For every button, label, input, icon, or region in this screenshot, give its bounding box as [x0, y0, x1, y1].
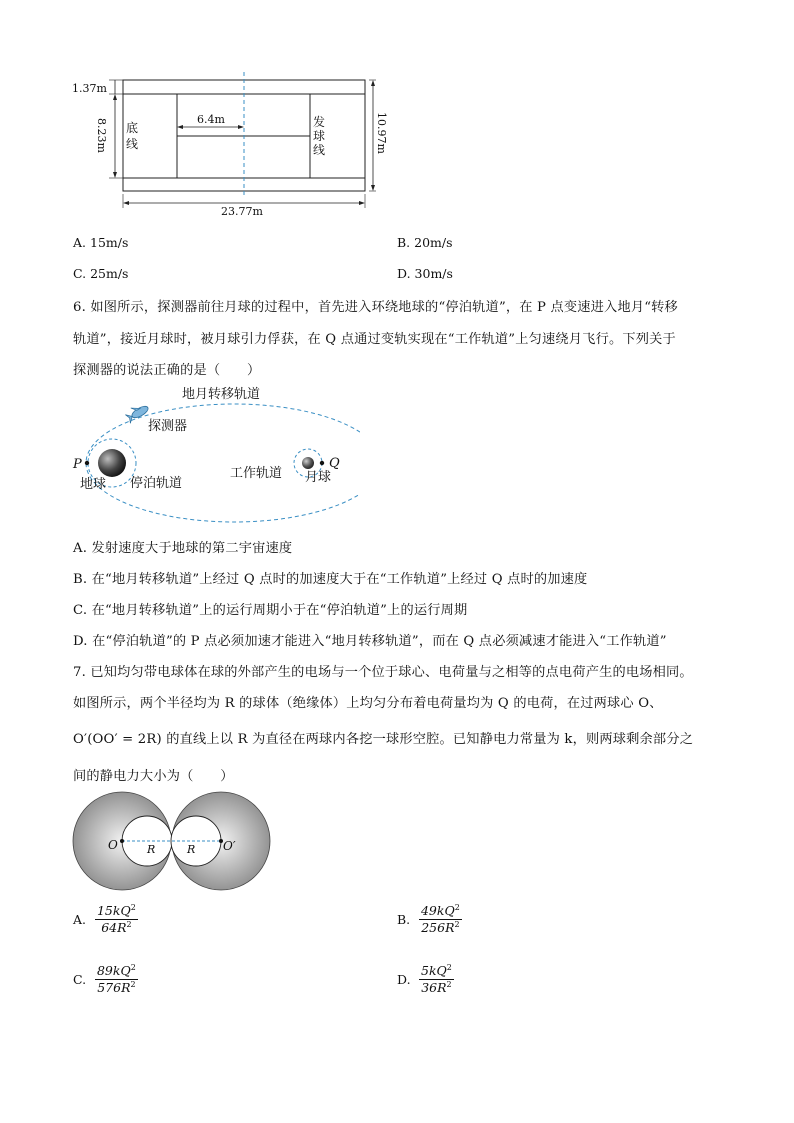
q6-option-a: A. 发射速度大于地球的第二宇宙速度: [73, 541, 293, 556]
service-label-2: 球: [313, 129, 326, 143]
q6-option-b: B. 在“地月转移轨道”上经过 Q 点时的加速度大于在“工作轨道”上经过 Q 点时的加速度: [73, 572, 588, 587]
service-label-3: 线: [313, 143, 326, 157]
dim-service: 6.4m: [197, 113, 225, 126]
probe-icon: [124, 401, 150, 424]
earth: [98, 449, 126, 477]
q6-stem-line-3: 探测器的说法正确的是（ ）: [73, 363, 261, 378]
q5-option-d: D. 30m/s: [397, 266, 453, 281]
label-transfer-orbit: 地月转移轨道: [182, 387, 261, 402]
q7-option-d: D. $\frac{5kQ^2}{36R^2}$: [397, 963, 452, 996]
q7-option-c: C. $\frac{89kQ^2}{576R^2}$: [73, 963, 136, 996]
dim-top-gap: 1.37m: [72, 82, 107, 95]
label-r-left: R: [147, 843, 156, 856]
q5-option-b: B. 20m/s: [397, 235, 453, 250]
q5-option-a: A. 15m/s: [73, 235, 129, 250]
q7-option-a-fraction: $\frac{15kQ^2}{64R^2}$: [96, 903, 136, 936]
transfer-orbit: [86, 404, 360, 522]
label-parking-orbit: 停泊轨道: [130, 476, 183, 491]
q6-option-d: D. 在“停泊轨道”的 P 点必须加速才能进入“地月转移轨道”，而在 Q 点必须减速才能进入“工作轨道”: [73, 634, 667, 649]
orbit-diagram: [70, 384, 360, 526]
q7-option-c-fraction: $\frac{89kQ^2}{576R^2}$: [96, 963, 136, 996]
q6-stem-line-2: 轨道”，接近月球时，被月球引力俘获，在 Q 点通过变轨实现在“工作轨道”上匀速绕月飞行。下列关于: [73, 332, 676, 347]
baseline-label-2: 线: [126, 137, 139, 151]
label-q: Q: [329, 456, 340, 471]
dim-length: 23.77m: [221, 205, 263, 218]
service-label-1: 发: [313, 115, 326, 129]
label-earth: 地球: [80, 477, 107, 492]
q7-stem-line-1: 7. 已知均匀带电球体在球的外部产生的电场与一个位于球心、电荷量与之相等的点电荷产生的电场相同。: [73, 665, 693, 680]
q6-stem-line-1: 6. 如图所示，探测器前往月球的过程中，首先进入环绕地球的“停泊轨道”，在 P 点变速进入地月“转移: [73, 300, 678, 315]
dim-inner-height: 8.23m: [95, 118, 108, 153]
q6-option-c: C. 在“地月转移轨道”上的运行周期小于在“停泊轨道”上的运行周期: [73, 603, 468, 618]
point-q: [320, 461, 324, 465]
label-o-prime: O′: [223, 839, 236, 853]
spheres-diagram: [70, 790, 275, 892]
q7-stem-line-2: 如图所示，两个半径均为 R 的球体（绝缘体）上均匀分布着电荷量均为 Q 的电荷，在过两球心 O、: [73, 696, 663, 711]
q7-option-b-fraction: $\frac{49kQ^2}{256R^2}$: [420, 903, 460, 936]
label-moon: 月球: [305, 470, 332, 485]
label-probe: 探测器: [148, 419, 188, 434]
point-p: [85, 461, 89, 465]
label-work-orbit: 工作轨道: [230, 466, 283, 481]
q7-option-b: B. $\frac{49kQ^2}{256R^2}$: [397, 903, 460, 936]
q7-option-a: A. $\frac{15kQ^2}{64R^2}$: [73, 903, 136, 936]
tennis-court-diagram: [60, 72, 410, 222]
q5-option-c: C. 25m/s: [73, 266, 129, 281]
label-p: P: [73, 457, 82, 472]
dim-total-height: 10.97m: [375, 112, 388, 154]
q7-option-d-fraction: $\frac{5kQ^2}{36R^2}$: [420, 963, 452, 996]
label-o: O: [108, 838, 118, 852]
q7-stem-line-4: 间的静电力大小为（ ）: [73, 769, 234, 784]
q7-stem-line-3: O′(OO′ = 2R) 的直线上以 R 为直径在两球内各挖一球形空腔。已知静电力常量为 k，则两球剩余部分之: [73, 732, 694, 747]
label-r-right: R: [187, 843, 196, 856]
baseline-label-1: 底: [126, 121, 139, 135]
moon: [302, 457, 314, 469]
